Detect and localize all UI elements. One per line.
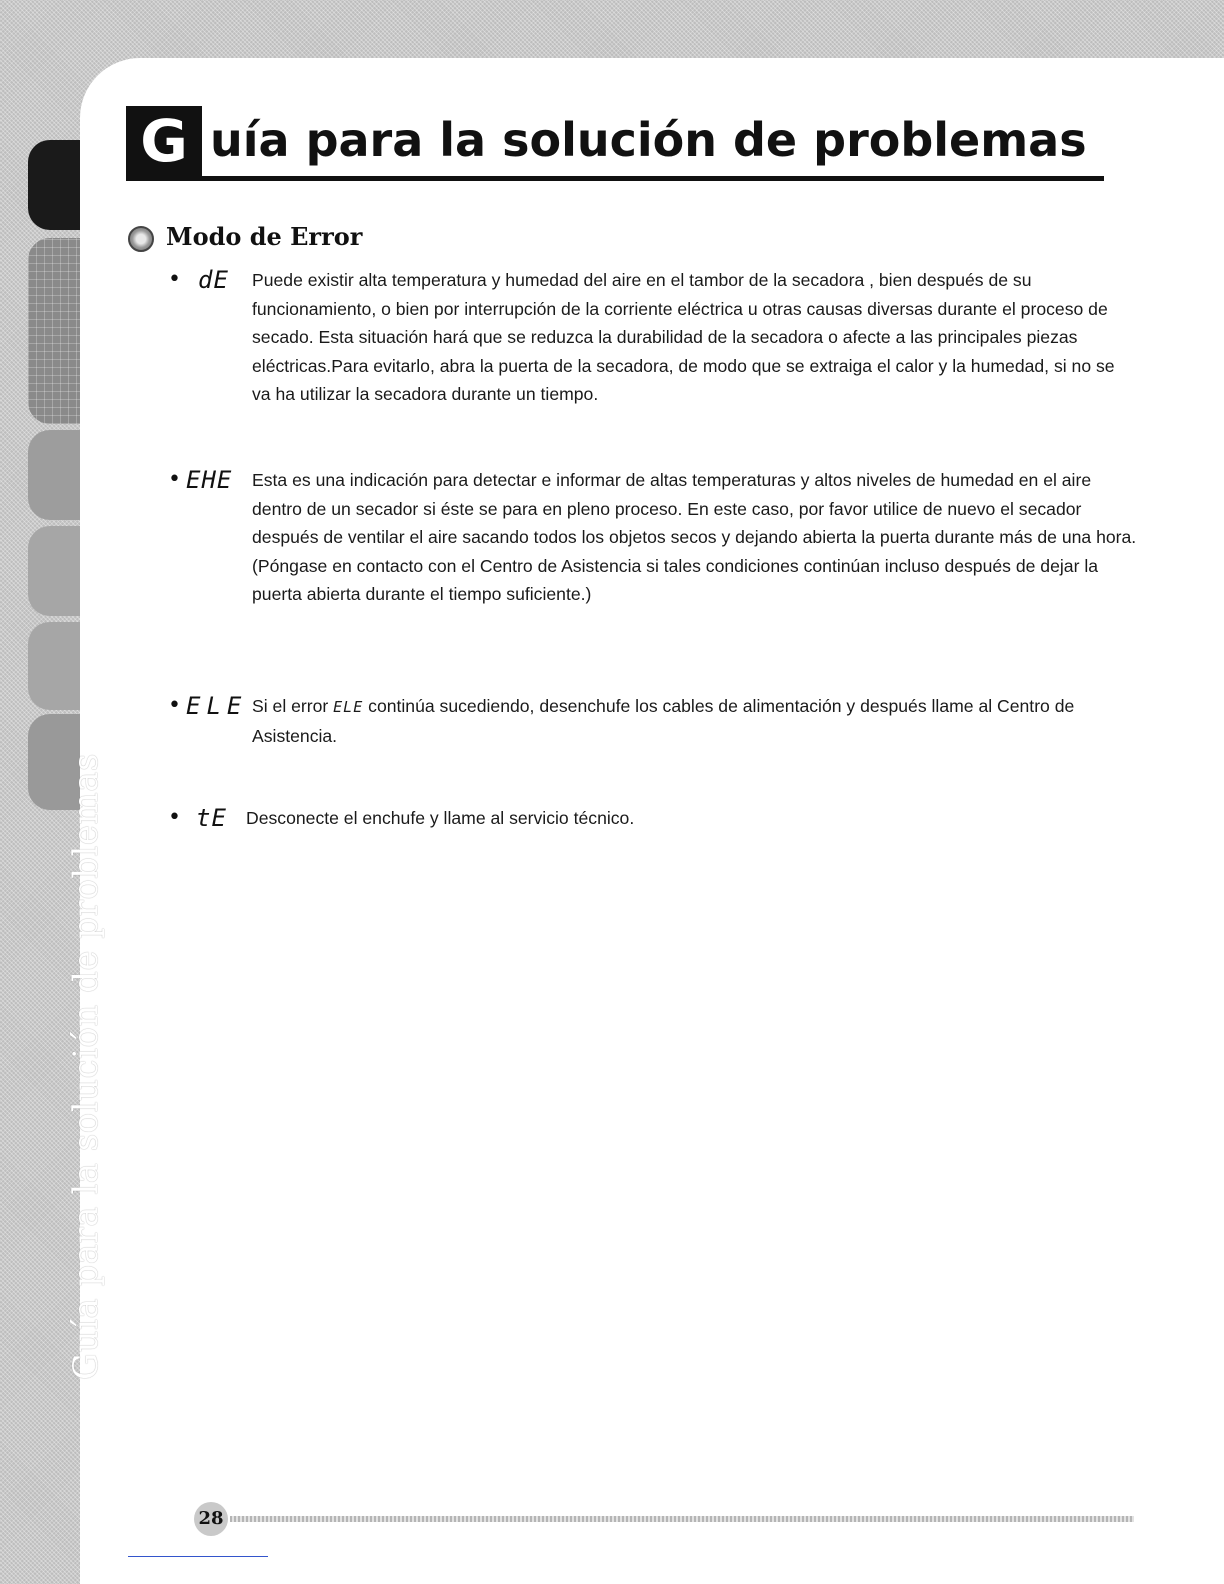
description-paragraph: Puede existir alta temperatura y humedad del aire en el tambor de la secadora , bien después de su funcionamiento, o bien por interrupción de la corriente eléctrica u otras causas diversas durante el proceso de secado. Esta situación hará que se reduzca la durabilidad de la secadora o afecte a las principales piezas eléctricas.Para evitarlo, abra la puerta de la secadora, de modo que se extraiga el calor y la humedad, si no se va ha utilizar la secadora durante un tiempo. bbox=[252, 270, 1115, 405]
description-note: (Póngase en contacto con el Centro de Asistencia si tales condiciones continúan incluso después de dejar la puerta abierta durante el tiempo suficiente.) bbox=[252, 555, 1099, 605]
page-title bbox=[126, 104, 1104, 181]
error-description bbox=[252, 266, 1138, 409]
error-description bbox=[252, 466, 1138, 609]
error-description bbox=[246, 804, 1132, 833]
error-description bbox=[252, 692, 1138, 750]
description-paragraph: Desconecte el enchufe y llame al servicio técnico. bbox=[246, 808, 635, 828]
side-tab-2[interactable] bbox=[28, 238, 80, 424]
bullet: • bbox=[168, 693, 181, 718]
side-section-label: Guía para la solución de problemas bbox=[66, 752, 106, 1380]
description-paragraph: Esta es una indicación para detectar e informar de altas temperaturas y altos niveles de humedad en el aire dentro de un secador si éste se para en pleno proceso. En este caso, por favor utilice de nuevo el secador después de ventilar el aire sacando todos los objetos secos y dejando abierta la puerta durante más de una hora. bbox=[252, 470, 1137, 548]
page-number: 28 bbox=[194, 1502, 228, 1536]
bottom-link-line[interactable] bbox=[128, 1556, 268, 1557]
description-paragraph bbox=[252, 692, 1138, 750]
bullet: • bbox=[168, 467, 181, 492]
inline-error-code: ELE bbox=[333, 698, 364, 716]
side-tab-5[interactable] bbox=[28, 622, 80, 710]
bullet: • bbox=[168, 805, 181, 830]
error-code: ELE bbox=[186, 692, 248, 720]
side-tab-4[interactable] bbox=[28, 526, 80, 616]
title-initial: G bbox=[126, 106, 202, 176]
error-code: tE bbox=[196, 804, 227, 832]
description-text-before: Si el error bbox=[252, 696, 329, 716]
side-tab-1[interactable] bbox=[28, 140, 80, 230]
error-code: dE bbox=[198, 266, 229, 294]
side-tab-3[interactable] bbox=[28, 430, 80, 520]
footer-rule bbox=[230, 1516, 1134, 1522]
section-bullet-icon bbox=[128, 226, 154, 252]
bullet: • bbox=[168, 267, 181, 292]
error-code: EHE bbox=[186, 466, 233, 494]
description-text-after: continúa sucediendo, desenchufe los cables de alimentación y después llame al Centro de Asistencia. bbox=[252, 696, 1075, 746]
title-text: uía para la solución de problemas bbox=[210, 113, 1087, 167]
section-title: Modo de Error bbox=[166, 222, 363, 251]
